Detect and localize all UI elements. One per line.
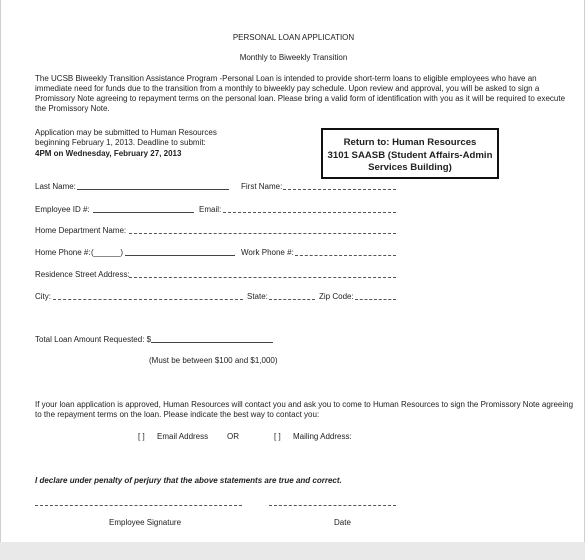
- loan-amount-label: Total Loan Amount Requested: $: [35, 335, 152, 344]
- home-phone-label: Home Phone #:: [35, 248, 91, 257]
- return-to-box: [321, 128, 499, 179]
- state-field[interactable]: [269, 299, 315, 300]
- form-title: PERSONAL LOAN APPLICATION: [232, 33, 355, 42]
- signature-field[interactable]: [35, 505, 242, 506]
- page-bottom-gutter: [0, 542, 585, 560]
- employee-id-label: Employee ID #:: [35, 205, 90, 214]
- form-subtitle: Monthly to Biweekly Transition: [239, 53, 348, 62]
- return-box-line-2: 3101 SAASB (Student Affairs-Admin: [327, 150, 493, 161]
- return-box-line-3: Services Building): [368, 162, 452, 173]
- last-name-field[interactable]: [77, 189, 229, 190]
- intro-line-4: the Promissory Note.: [35, 104, 110, 113]
- intro-line-1: The UCSB Biweekly Transition Assistance Program -Personal Loan is intended to provide short-term loans to eligible employees who have an: [35, 74, 537, 83]
- intro-line-2: immediate need for funds due to the transition from a monthly to biweekly pay schedule. Upon review and approval, you will be asked to sign a: [35, 84, 540, 93]
- employee-id-field[interactable]: [93, 212, 194, 213]
- mailing-option-label: Mailing Address:: [293, 432, 352, 441]
- home-phone-field[interactable]: [125, 255, 235, 256]
- date-field[interactable]: [269, 505, 396, 506]
- zip-label: Zip Code:: [319, 292, 354, 301]
- submit-line-1: Application may be submitted to Human Resources: [35, 128, 217, 137]
- first-name-label: First Name:: [241, 182, 283, 191]
- intro-line-3: Promissory Note agreeing to repayment terms on the personal loan. Please bring a valid form of identification with you as it will be required to execute: [35, 94, 566, 103]
- email-label: Email:: [199, 205, 222, 214]
- residence-field[interactable]: [129, 277, 396, 278]
- loan-amount-note: (Must be between $100 and $1,000): [149, 356, 278, 365]
- work-phone-label: Work Phone #:: [241, 248, 294, 257]
- city-label: City:: [35, 292, 51, 301]
- contact-line-2: to the repayment terms on the loan. Please indicate the best way to contact you:: [35, 410, 320, 419]
- home-phone-area-code[interactable]: (______): [91, 248, 124, 257]
- employee-signature-label: Employee Signature: [109, 518, 182, 527]
- contact-line-1: If your loan application is approved, Human Resources will contact you and ask you to come to Human Resources to sign the Promissory Note agreeing: [35, 400, 574, 409]
- submit-deadline: 4PM on Wednesday, February 27, 2013: [35, 149, 182, 158]
- first-name-field[interactable]: [283, 189, 396, 190]
- email-option-label: Email Address: [157, 432, 209, 441]
- or-label: OR: [227, 432, 239, 441]
- mailing-checkbox[interactable]: [ ]: [274, 432, 281, 441]
- home-department-field[interactable]: [129, 233, 396, 234]
- last-name-label: Last Name:: [35, 182, 76, 191]
- state-label: State:: [247, 292, 268, 301]
- return-box-line-1: Return to: Human Resources: [343, 137, 477, 148]
- city-field[interactable]: [53, 299, 243, 300]
- residence-label: Residence Street Address:: [35, 270, 130, 279]
- zip-field[interactable]: [355, 299, 396, 300]
- email-checkbox[interactable]: [ ]: [138, 432, 145, 441]
- home-department-label: Home Department Name:: [35, 226, 127, 235]
- declaration-statement: I declare under penalty of perjury that the above statements are true and correct.: [35, 476, 342, 485]
- email-field[interactable]: [223, 212, 396, 213]
- work-phone-field[interactable]: [295, 255, 396, 256]
- submit-line-2: beginning February 1, 2013. Deadline to submit:: [35, 138, 206, 147]
- date-label: Date: [334, 518, 351, 527]
- loan-amount-field[interactable]: [151, 342, 273, 343]
